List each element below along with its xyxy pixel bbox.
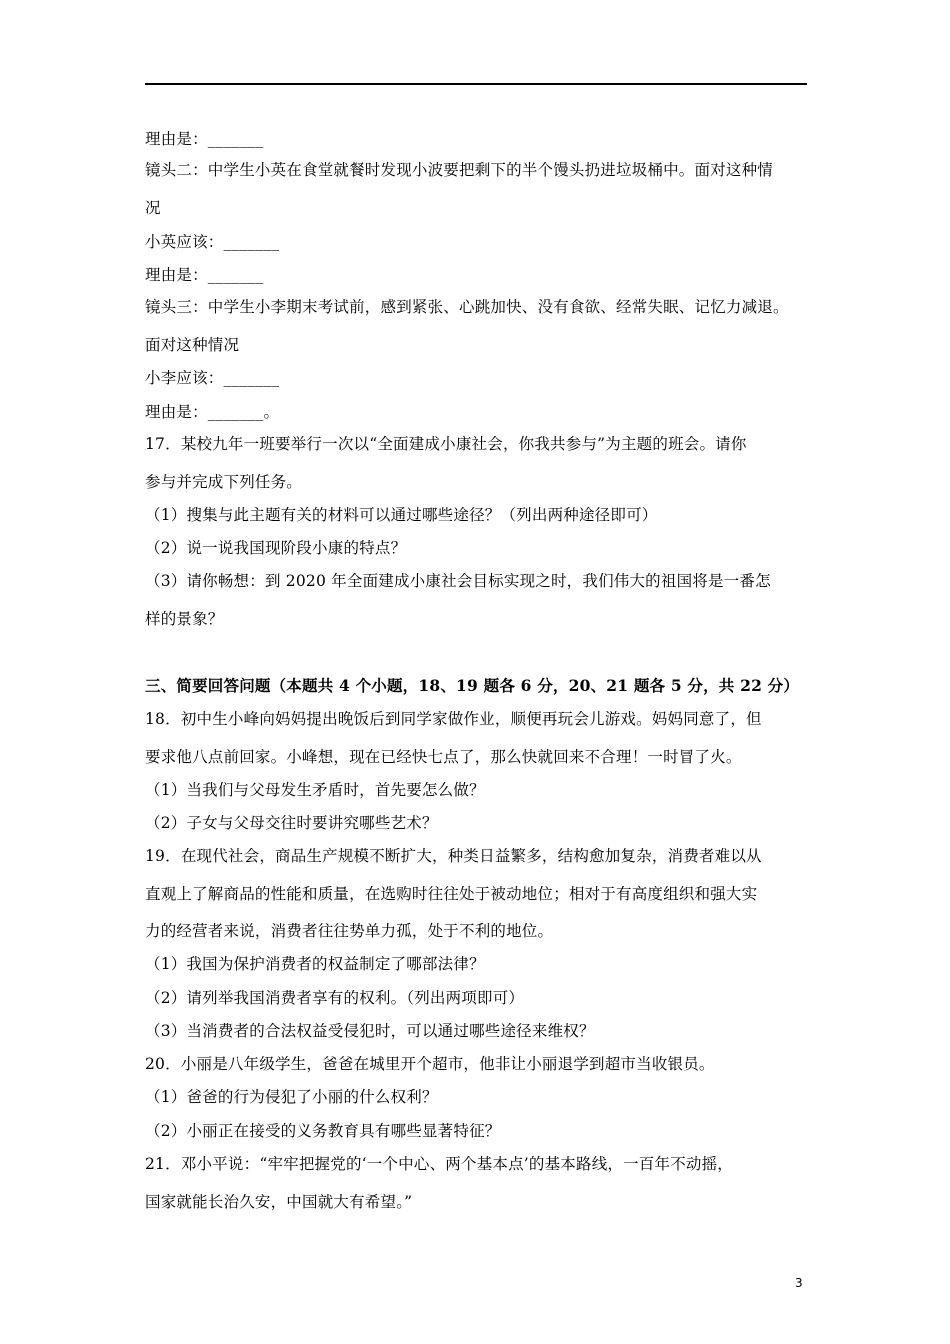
text-line: 镜头三：中学生小李期末考试前，感到紧张、心跳加快、没有食欲、经常失眠、记忆力减退。 <box>145 298 789 316</box>
text-line: 理由是：_______ <box>145 266 264 284</box>
text-line: 直观上了解商品的性能和质量，在选购时往往处于被动地位；相对于有高度组织和强大实 <box>145 885 758 903</box>
text-line: 17．某校九年一班要举行一次以“全面建成小康社会，你我共参与”为主题的班会。请你 <box>145 435 747 453</box>
text-line: （3）请你畅想：到 2020 年全面建成小康社会目标实现之时，我们伟大的祖国将是一番怎 <box>145 572 771 590</box>
text-line: 面对这种情况 <box>145 336 240 354</box>
text-line: （1）当我们与父母发生矛盾时，首先要怎么做？ <box>145 781 485 799</box>
text-line: 理由是：_______。 <box>145 403 280 421</box>
text-line: 21．邓小平说：“牢牢把握党的‘一个中心、两个基本点’的基本路线，一百年不动摇， <box>145 1155 734 1173</box>
text-line: 国家就能长治久安，中国就大有希望。” <box>145 1193 413 1211</box>
text-line: （1）我国为保护消费者的权益制定了哪部法律？ <box>145 955 485 973</box>
text-line: 参与并完成下列任务。 <box>145 473 303 491</box>
text-line: 镜头二：中学生小英在食堂就餐时发现小波要把剩下的半个馒头扔进垃圾桶中。面对这种情 <box>145 161 774 179</box>
text-line: （2）请列举我国消费者享有的权利。（列出两项即可） <box>145 989 525 1007</box>
text-line: 18．初中生小峰向妈妈提出晚饭后到同学家做作业，顺便再玩会儿游戏。妈妈同意了，但 <box>145 710 762 728</box>
text-line: （1）搜集与此主题有关的材料可以通过哪些途径？（列出两种途径即可） <box>145 506 658 524</box>
text-line: 要求他八点前回家。小峰想，现在已经快七点了，那么快就回来不合理！一时冒了火。 <box>145 748 742 766</box>
header-rule <box>145 83 807 85</box>
text-line: （1）爸爸的行为侵犯了小丽的什么权利？ <box>145 1088 438 1106</box>
text-line: 20．小丽是八年级学生，爸爸在城里开个超市，他非让小丽退学到超市当收银员。 <box>145 1055 715 1073</box>
section-heading: 三、简要回答问题（本题共 4 个小题，18、19 题各 6 分，20、21 题各 5 分，共 22 分） <box>145 676 800 695</box>
text-line: （3）当消费者的合法权益受侵犯时，可以通过哪些途径来维权？ <box>145 1022 595 1040</box>
text-line: （2）子女与父母交往时要讲究哪些艺术？ <box>145 814 438 832</box>
page-number: 3 <box>795 1276 803 1290</box>
text-line: 理由是：_______ <box>145 130 264 148</box>
text-line: 力的经营者来说，消费者往往势单力孤，处于不利的地位。 <box>145 922 554 940</box>
text-line: 况 <box>145 199 161 217</box>
text-line: （2）小丽正在接受的义务教育具有哪些显著特征？ <box>145 1122 501 1140</box>
text-line: 19．在现代社会，商品生产规模不断扩大，种类日益繁多，结构愈加复杂，消费者难以从 <box>145 847 762 865</box>
text-line: 小英应该：_______ <box>145 233 280 251</box>
text-line: 小李应该：_______ <box>145 369 280 387</box>
text-line: （2）说一说我国现阶段小康的特点？ <box>145 539 407 557</box>
text-line: 样的景象？ <box>145 610 224 628</box>
